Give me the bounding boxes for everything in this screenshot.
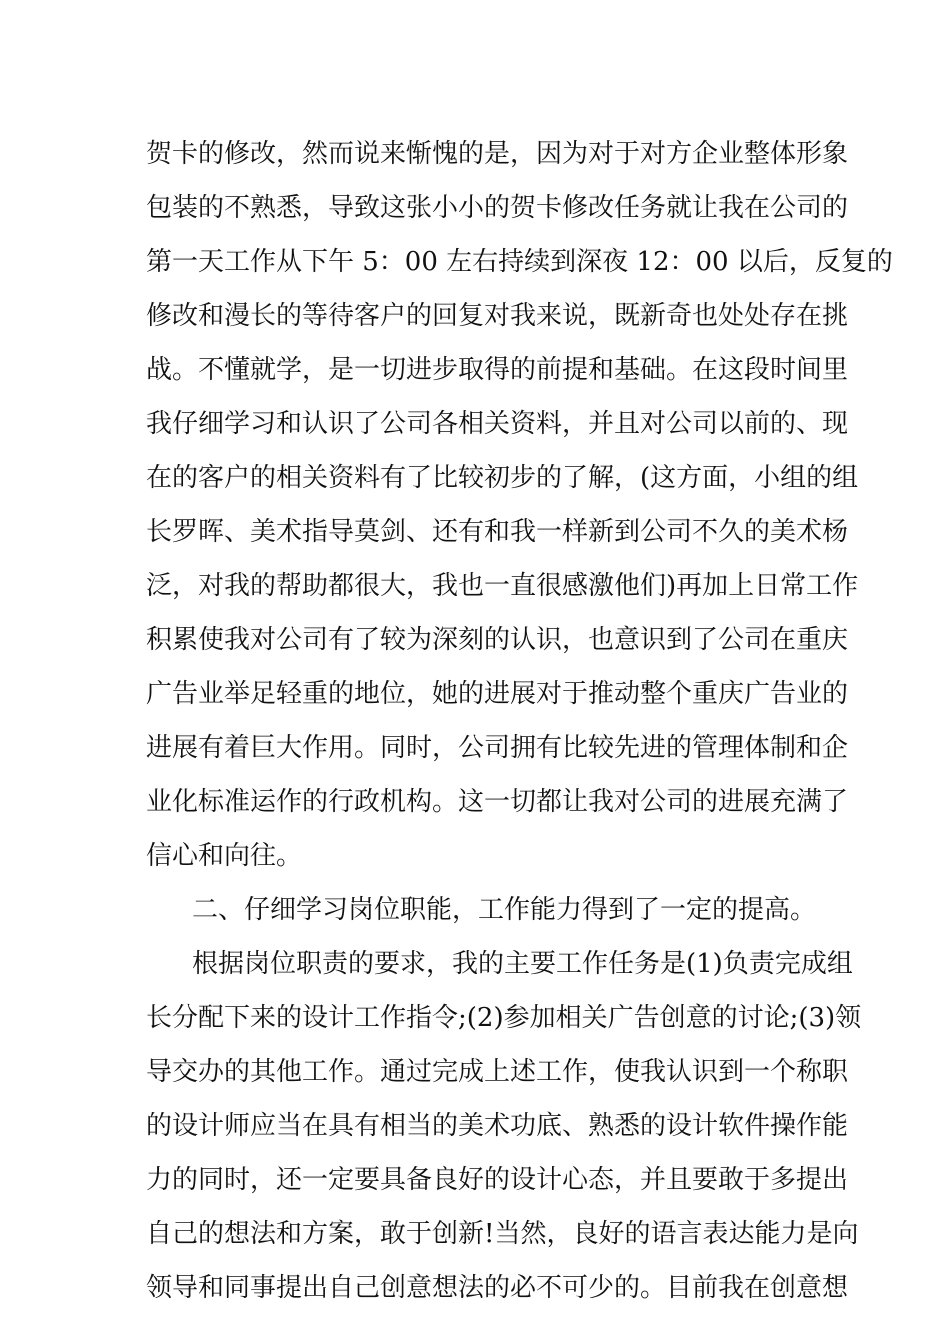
text-line: 自己的想法和方案，敢于创新!当然，良好的语言表达能力是向 [146, 1219, 859, 1249]
text-line: 领导和同事提出自己创意想法的必不可少的。目前我在创意想 [146, 1273, 849, 1303]
text-line: 修改和漫长的等待客户的回复对我来说，既新奇也处处存在挑 [146, 301, 849, 331]
text-line: 力的同时，还一定要具备良好的设计心态，并且要敢于多提出 [146, 1165, 849, 1195]
text-line: 长罗晖、美术指导莫剑、还有和我一样新到公司不久的美术杨 [146, 517, 849, 547]
text-line: 第一天工作从下午 5：00 左右持续到深夜 12：00 以后，反复的 [146, 247, 893, 277]
text-line: 包装的不熟悉，导致这张小小的贺卡修改任务就让我在公司的 [146, 193, 849, 223]
text-line: 长分配下来的设计工作指令;(2)参加相关广告创意的讨论;(3)领 [146, 1003, 862, 1033]
text-line: 泛，对我的帮助都很大，我也一直很感激他们)再加上日常工作 [146, 571, 859, 601]
text-line: 根据岗位职责的要求，我的主要工作任务是(1)负责完成组 [192, 949, 853, 979]
text-line: 的设计师应当在具有相当的美术功底、熟悉的设计软件操作能 [146, 1111, 849, 1141]
text-line: 广告业举足轻重的地位，她的进展对于推动整个重庆广告业的 [146, 679, 849, 709]
text-line: 业化标准运作的行政机构。这一切都让我对公司的进展充满了 [146, 787, 849, 817]
text-line: 我仔细学习和认识了公司各相关资料，并且对公司以前的、现 [146, 409, 849, 439]
text-line: 积累使我对公司有了较为深刻的认识，也意识到了公司在重庆 [146, 625, 849, 655]
text-line: 导交办的其他工作。通过完成上述工作，使我认识到一个称职 [146, 1057, 849, 1087]
text-line: 在的客户的相关资料有了比较初步的了解，(这方面，小组的组 [146, 463, 859, 493]
text-line: 进展有着巨大作用。同时，公司拥有比较先进的管理体制和企 [146, 733, 849, 763]
text-line: 贺卡的修改，然而说来惭愧的是，因为对于对方企业整体形象 [146, 139, 849, 169]
section-heading: 二、仔细学习岗位职能，工作能力得到了一定的提高。 [192, 895, 817, 925]
text-line: 信心和向往。 [146, 841, 303, 871]
text-line: 战。不懂就学，是一切进步取得的前提和基础。在这段时间里 [146, 355, 849, 385]
